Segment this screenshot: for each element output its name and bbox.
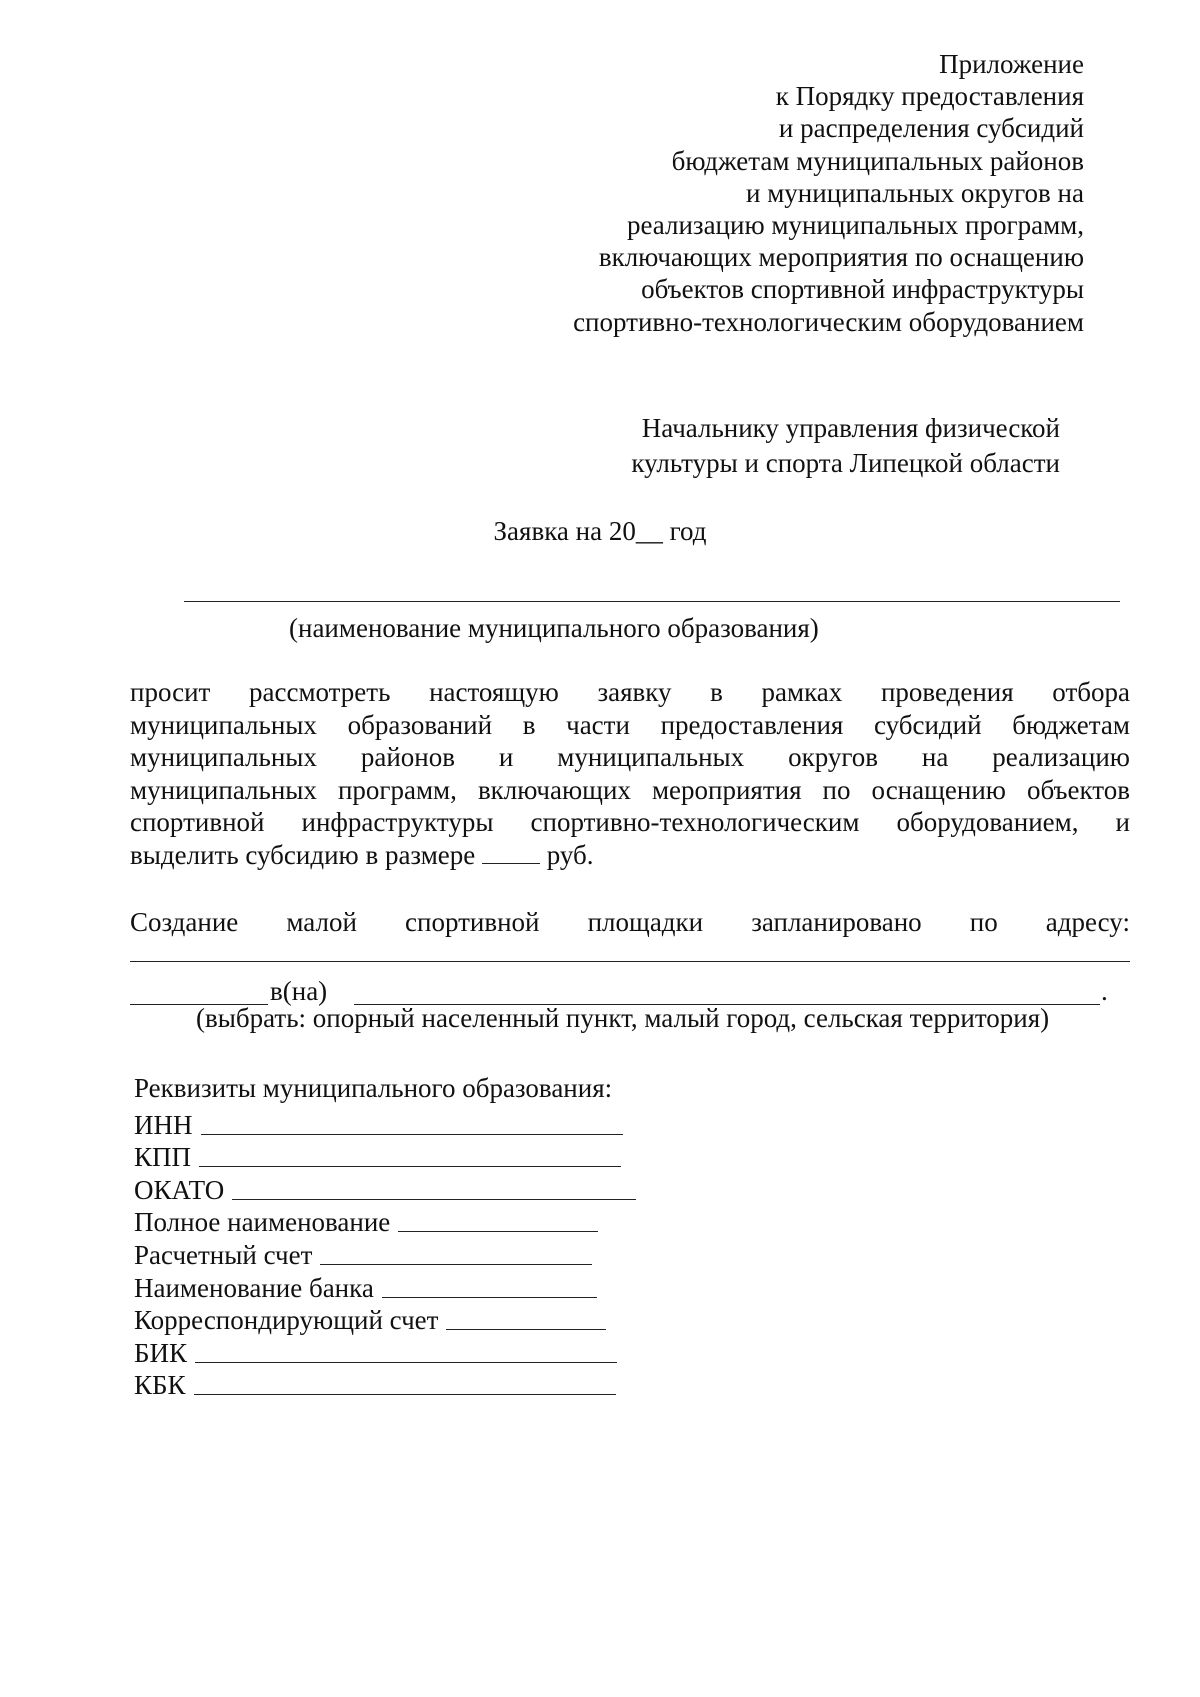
addressee-line: культуры и спорта Липецкой области <box>631 448 1060 478</box>
addressee <box>631 411 1060 481</box>
requisite-kpp: КПП <box>134 1141 636 1174</box>
site-address-field[interactable] <box>130 961 1130 962</box>
appendix-header <box>573 48 1084 338</box>
requisite-bank-name: Наименование банка <box>134 1271 636 1304</box>
requisite-okato: ОКАТО <box>134 1173 636 1206</box>
full-name-field[interactable] <box>398 1231 598 1232</box>
requisite-settlement-account: Расчетный счет <box>134 1238 636 1271</box>
requisite-kbk: КБК <box>134 1369 636 1402</box>
correspondent-account-field[interactable] <box>446 1329 606 1330</box>
requisites-list <box>134 1108 636 1401</box>
appendix-line: и муниципальных округов на <box>746 177 1084 208</box>
request-paragraph <box>130 676 1130 871</box>
site-line-1: Создание малой спортивной площадки запланировано по адресу: <box>130 907 1130 937</box>
request-line-6: выделить субсидию в размере руб. <box>130 839 594 870</box>
requisites-heading: Реквизиты муниципального образования: <box>134 1073 613 1103</box>
site-address-paragraph <box>130 906 1130 939</box>
settlement-account-field[interactable] <box>320 1264 592 1265</box>
requisite-full-name: Полное наименование <box>134 1206 636 1239</box>
end-dot: . <box>1101 976 1108 1006</box>
appendix-line: и распределения субсидий <box>778 113 1084 144</box>
appendix-line: бюджетам муниципальных районов <box>671 145 1084 176</box>
choose-caption: (выбрать: опорный населенный пункт, малый город, сельская территория) <box>196 1003 1050 1033</box>
request-line-1: просит рассмотреть настоящую заявку в рамках проведения отбора <box>130 677 1130 707</box>
in-label: в(на) <box>270 976 328 1006</box>
appendix-line: объектов спортивной инфраструктуры <box>641 274 1084 305</box>
appendix-line: спортивно-технологическим оборудованием <box>573 306 1084 337</box>
document-title: Заявка на 20__ год <box>493 516 707 546</box>
requisite-inn: ИНН <box>134 1108 636 1141</box>
requisite-bik: БИК <box>134 1336 636 1369</box>
bik-field[interactable] <box>195 1362 617 1363</box>
municipality-name-field[interactable] <box>184 601 1120 602</box>
request-line-2: муниципальных образований в части предоставления субсидий бюджетам <box>130 709 1130 740</box>
kpp-field[interactable] <box>199 1166 621 1167</box>
subsidy-amount-field[interactable] <box>482 841 540 864</box>
appendix-line: включающих мероприятия по оснащению <box>598 242 1084 273</box>
kbk-field[interactable] <box>194 1394 616 1395</box>
bank-name-field[interactable] <box>382 1297 597 1298</box>
request-line-3: муниципальных районов и муниципальных округов на реализацию <box>130 742 1130 772</box>
inn-field[interactable] <box>201 1134 623 1135</box>
requisite-correspondent-account: Корреспондирующий счет <box>134 1304 636 1337</box>
request-line-4: муниципальных программ, включающих мероприятия по оснащению объектов <box>130 774 1130 805</box>
addressee-line: Начальнику управления физической <box>641 413 1060 443</box>
appendix-line: Приложение <box>939 49 1084 79</box>
municipality-name-caption: (наименование муниципального образования) <box>289 613 819 643</box>
appendix-line: реализацию муниципальных программ, <box>626 210 1084 241</box>
appendix-line: к Порядку предоставления <box>775 81 1084 112</box>
request-line-5: спортивной инфраструктуры спортивно-технологическим оборудованием, и <box>130 807 1130 837</box>
okato-field[interactable] <box>232 1199 636 1200</box>
